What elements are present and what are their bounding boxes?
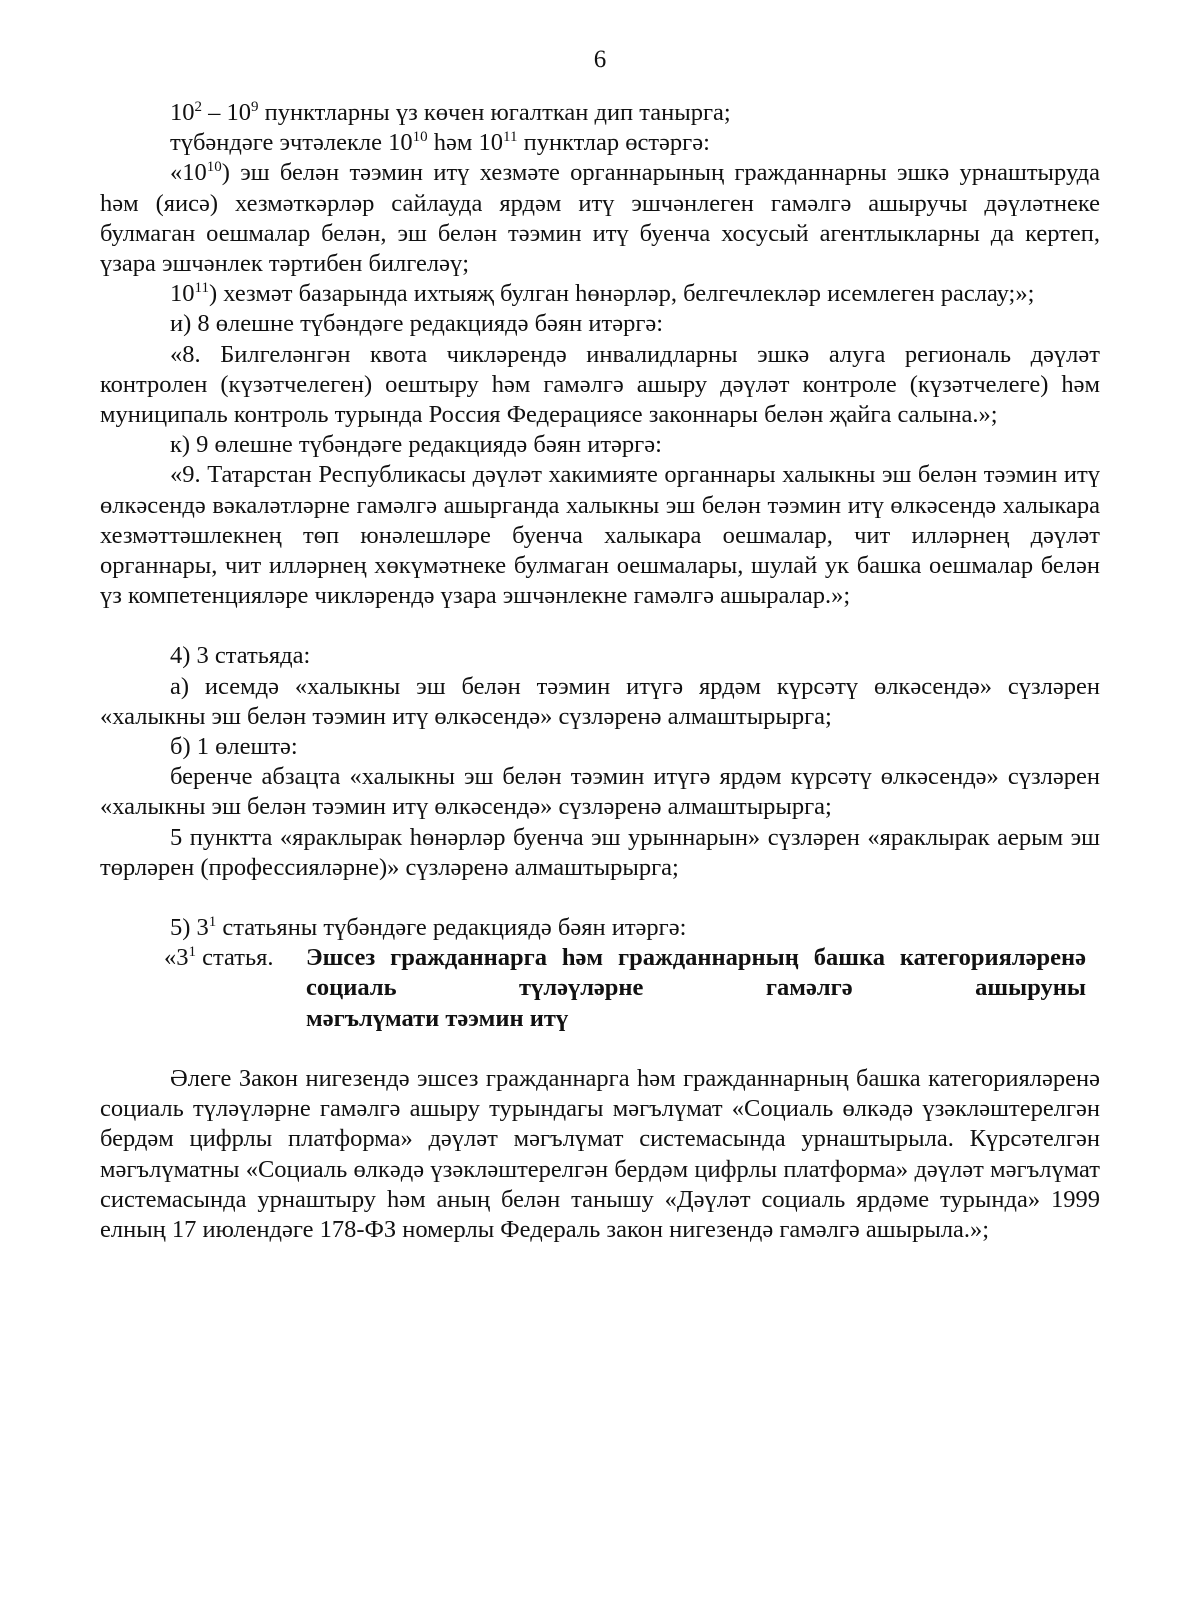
article-number: «$3^1$ статья. bbox=[164, 944, 274, 972]
paragraph-part-1: б) 1 өлештә: bbox=[170, 733, 298, 761]
page-number: 6 bbox=[593, 46, 607, 73]
paragraph-points-add: түбәндәге эчтәлекле $10^{10}$ һәм $10^{11}$ пунктлар өстәргә: bbox=[170, 129, 710, 157]
document-body bbox=[100, 98, 1100, 1245]
paragraph-part-9-text: «9. Татарстан Республикасы дәүләт хакимияте органнары халыкны эш белән тәэмин итү өлкәсендә вәкаләтләрне гамәлгә ашырганда халыкны эш белән тәэмин итү өлкәсендә халыкара хезмәттәшлекнең төп юнәлешләре буенча халыкара оешмалар, чит илләрнең дәүләт органнары, чит илләрнең хөкүмәтнеке булмаган оешмалары, шулай ук башка оешмалар белән үз компетенцияләре чикләрендә үзара эшчәнлекне гамәлгә ашыралар.»; bbox=[100, 461, 1100, 610]
paragraph-article-3: 4) 3 статьяда: bbox=[170, 642, 311, 670]
paragraph-points-repeal: $10^2 - 10^9$ пунктларны үз көчен югалткан дип танырга; bbox=[170, 99, 731, 126]
paragraph-point-10-10: «$10^{10}$) эш белән тәэмин итү хезмәте органнарының гражданнарны эшкә урнаштыруда һәм (яисә) хезмәткәрләр сайлауда ярдәм итү эшчәнлеген гамәлгә ашыручы дәүләтнеке булмаган оешмалар белән, эш белән тәэмин итү буенча хосусый агентлыкларны да кертеп, үзара эшчәнлек тәртибен билгеләү; bbox=[100, 159, 1100, 278]
article-heading bbox=[164, 943, 1100, 1034]
article-title: Эшсез гражданнарга һәм гражданнарның башка категорияләренә социаль түләүләрне гамәлгә ашыруны мәгълүмати тәэмин итү bbox=[306, 944, 1086, 1032]
paragraph-point-10-11: $10^{11}$) хезмәт базарында ихтыяҗ булган һөнәрләр, белгечлекләр исемлеген раслау;»; bbox=[170, 280, 1035, 308]
paragraph-first-abzac: беренче абзацта «халыкны эш белән тәэмин итүгә ярдәм күрсәтү өлкәсендә» сүзләрен «халыкны эш белән тәэмин итү өлкәсендә» сүзләренә алмаштырырга; bbox=[100, 763, 1100, 821]
paragraph-amend-part-8: и) 8 өлешне түбәндәге редакциядә бәян итәргә: bbox=[170, 310, 664, 338]
paragraph-article-3-1: 5) $3^1$ статьяны түбәндәге редакциядә бәян итәргә: bbox=[170, 914, 687, 942]
paragraph-point-5: 5 пунктта «яраклырак һөнәрләр буенча эш урыннарын» сүзләрен «яраклырак аерым эш төрләрен (профессияләрне)» сүзләренә алмаштырырга; bbox=[100, 823, 1100, 881]
paragraph-part-8-text: «8. Билгеләнгән квота чикләрендә инвалидларны эшкә алуга региональ дәүләт контролен (күзәтчелеген) оештыру һәм гамәлгә ашыру дәүләт контроле (күзәтчелеге) һәм муниципаль контроль турында Россия Федерациясе законнары белән җайга салына.»; bbox=[100, 340, 1100, 429]
paragraph-amend-part-9: к) 9 өлешне түбәндәге редакциядә бәян итәргә: bbox=[170, 431, 662, 459]
paragraph-article-3-title-change: а) исемдә «халыкны эш белән тәэмин итүгә ярдәм күрсәтү өлкәсендә» сүзләрен «халыкны эш белән тәэмин итү өлкәсендә» сүзләренә алмаштырырга; bbox=[100, 672, 1100, 730]
paragraph-article-text: Әлеге Закон нигезендә эшсез гражданнарга һәм гражданнарның башка категорияләренә социаль түләүләрне гамәлгә ашыру турындагы мәгълүмат «Социаль өлкәдә үзәкләштерелгән бердәм цифрлы платформа» дәүләт мәгълүмат системасында урнаштырыла. Күрсәтелгән мәгълүматны «Социаль өлкәдә үзәкләштерелгән бердәм цифрлы платформа» дәүләт мәгълүмат системасында урнаштыру һәм аның белән танышу «Дәүләт социаль ярдәме турында» 1999 елның 17 июлендәге 178-ФЗ номерлы Федераль закон нигезендә гамәлгә ашырыла.»; bbox=[100, 1064, 1100, 1243]
